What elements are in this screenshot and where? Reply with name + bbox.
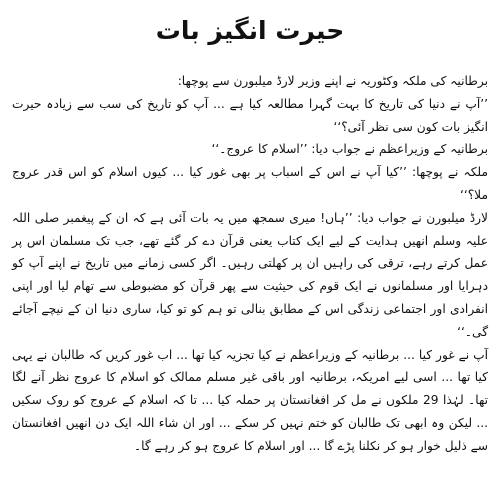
paragraph-melbourne-reply: لارڈ میلبورن نے جواب دیا: ’’ہاں! میری سمجھ میں یہ بات آئی ہے کہ ان کے پیغمبر صلی اللہ علیہ وسلم انھیں ہدایت کے لیے ایک کتاب یعنی قرآن دے کر گئے تھے، جب تک مسلمان اس پر عمل کرتے رہے، ترقی کی راہیں ان پر کھلتی رہیں۔ اگر کسی زمانے میں تاریخ نے اپنے آپ کو دہرایا اور مسلمانوں نے ایک قوم کی حیثیت سے پھر قرآن کو مضبوطی سے تھام لیا اور اپنی انفرادی اور اجتماعی زندگی اس کے مطابق بنالی تو ہم کو تو کیا، ساری دنیا ان کے نیچے آجائے گی۔‘‘ [12,210,488,339]
article-body [12,70,488,458]
paragraph-queen-question: برطانیہ کی ملکہ وکٹوریہ نے اپنے وزیر لارڈ میلبورن سے پوچھا: [177,74,488,88]
paragraph-queen-followup: ملکہ نے پوچھا: ’’کیا آپ نے اس کے اسباب پر بھی غور کیا ... کیوں اسلام کو اس قدر عروج ملا؟‘‘ [12,165,488,202]
paragraph-commentary: آپ نے غور کیا ... برطانیہ کے وزیراعظم نے کیا تجزیہ کیا تھا ... اب غور کریں کہ طالبان نے یہی کیا تھا ... اسی لیے امریکہ، برطانیہ اور باقی غیر مسلم ممالک کو اسلام کا عروج نظر آنے لگا تھا۔ لہٰذا 29 ملکوں نے مل کر افغانستان پر حملہ کیا ... تا کہ اسلام کے عروج کو روک سکیں ... لیکن وہ ابھی تک طالبان کو ختم نہیں کر سکے ... اور ان شاء اللہ ایک دن انھیں افغانستان سے ذلیل خوار ہو کر نکلنا پڑے گا ... اور اسلام کا عروج ہو کر رہے گا۔ [12,347,488,453]
paragraph-history-quote: ’’آپ نے دنیا کی تاریخ کا بہت گہرا مطالعہ کیا ہے ... آپ کو تاریخ کی سب سے زیادہ حیرت انگیز بات کون سی نظر آئی؟‘‘ [12,96,488,134]
article-title: حیرت انگیز بات [155,16,345,45]
paragraph-pm-answer: برطانیہ کے وزیراعظم نے جواب دیا: ’’اسلام کا عروج۔‘‘ [211,142,488,157]
